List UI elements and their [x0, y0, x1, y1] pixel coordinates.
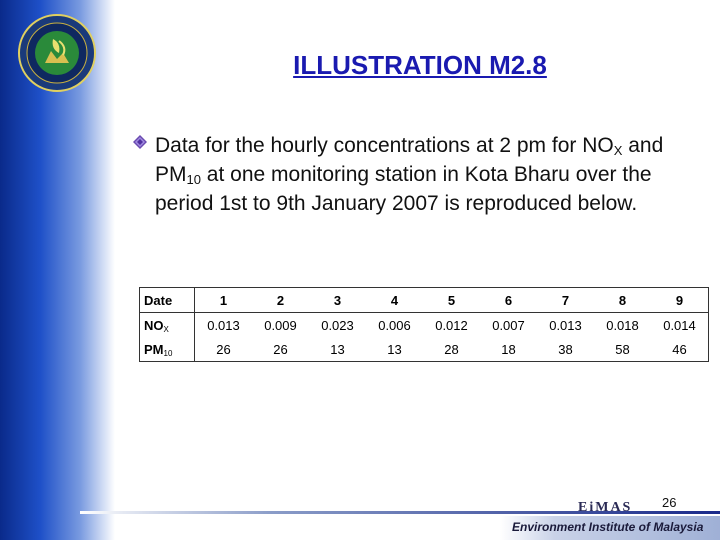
- pm10-value-cell: 58: [594, 337, 651, 362]
- day-cell: 5: [423, 288, 480, 313]
- date-header-cell: Date: [140, 288, 195, 313]
- logo-emblem: [17, 13, 97, 93]
- nox-label: NO: [144, 317, 164, 333]
- nox-value-cell: 0.012: [435, 317, 468, 333]
- table-row-nox: [140, 313, 709, 338]
- nox-value-cell: 0.018: [606, 317, 639, 333]
- day-cell: 2: [252, 288, 309, 313]
- footer-brand-logo: EiMAS: [578, 500, 633, 515]
- page-title: ILLUSTRATION M2.8: [293, 50, 547, 80]
- day-cell: 6: [480, 288, 537, 313]
- nox-row-label: [140, 313, 195, 338]
- nox-value-cell: 0.023: [321, 317, 354, 333]
- pm10-value-cell: 18: [480, 337, 537, 362]
- bullet-item: [133, 131, 673, 218]
- pm10-value-cell: 13: [366, 337, 423, 362]
- nox-value-cell: 0.014: [651, 313, 709, 338]
- day-cell: 1: [195, 288, 253, 313]
- bullet-text-part1: Data for the hourly concentrations at 2 pm for NO: [155, 134, 614, 157]
- pm-label-subscript: 10: [163, 348, 173, 358]
- nox-value-cell: 0.013: [207, 317, 240, 333]
- sidebar-gradient: [0, 0, 115, 540]
- pm10-value-cell: 38: [537, 337, 594, 362]
- nox-value-cell: 0.009: [264, 317, 297, 333]
- pm10-value-cell: 26: [252, 337, 309, 362]
- nox-label-subscript: X: [163, 324, 169, 334]
- pm10-value-cell: 13: [309, 337, 366, 362]
- table-header-row: [140, 288, 709, 313]
- footer-institute-name: Environment Institute of Malaysia: [512, 520, 704, 534]
- pm10-row-label: [140, 337, 195, 362]
- diamond-bullet-icon: [133, 135, 147, 149]
- nox-value-cell: 0.007: [492, 317, 525, 333]
- nox-value-cell: 0.006: [378, 317, 411, 333]
- day-cell: 9: [651, 288, 709, 313]
- nox-value-cell: 0.013: [549, 317, 582, 333]
- nox-subscript: X: [613, 143, 623, 158]
- day-cell: 3: [309, 288, 366, 313]
- table-row-pm10: [140, 337, 709, 362]
- bullet-text: [155, 131, 673, 218]
- pm10-value-cell: 28: [423, 337, 480, 362]
- pm-subscript: 10: [186, 172, 201, 187]
- bullet-text-part3: at one monitoring station in Kota Bharu over the period 1st to 9th January 2007 is reproduced below.: [155, 163, 652, 215]
- page-number: 26: [662, 495, 677, 510]
- day-cell: 8: [594, 288, 651, 313]
- bullet-text-part2: and PM: [155, 134, 664, 186]
- day-cell: 4: [366, 288, 423, 313]
- pm10-value-cell: 46: [651, 337, 709, 362]
- pm10-value-cell: 26: [195, 337, 253, 362]
- pm-label: PM: [144, 341, 164, 357]
- concentration-table: [139, 287, 709, 362]
- day-cell: 7: [537, 288, 594, 313]
